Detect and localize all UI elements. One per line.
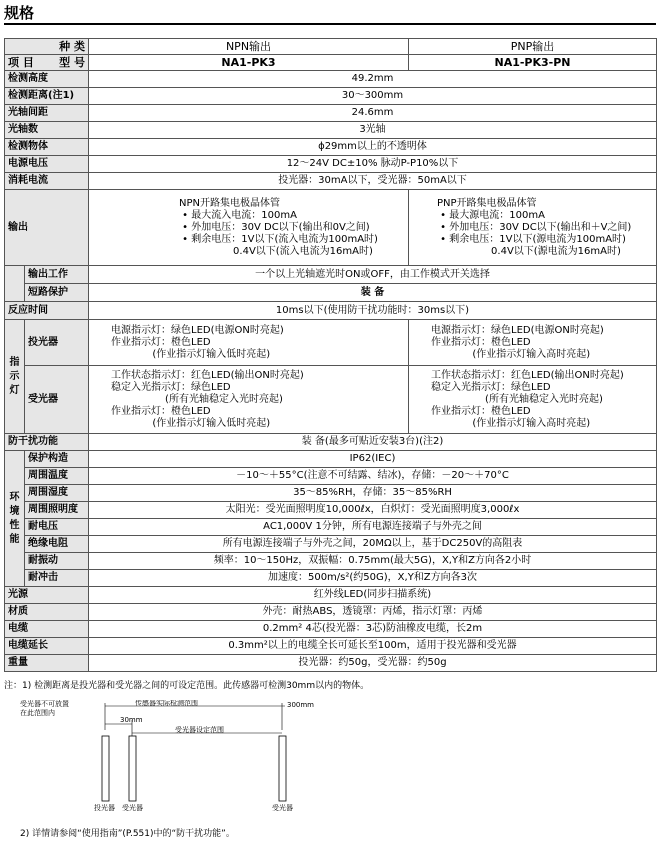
label-indicator: 指 示 灯: [5, 320, 25, 434]
label-source: 光源: [5, 587, 89, 604]
row-anti: [5, 434, 657, 451]
receiver-label-2: 受光器: [272, 804, 293, 812]
label-response: 反应时间: [5, 302, 89, 320]
page-title: 规格: [4, 4, 35, 22]
npn-type-header: NPN输出: [89, 39, 409, 55]
value-extension: 0.3mm²以上的电缆全长可延长至100m，适用于投光器和受光器: [89, 638, 657, 655]
label-cable: 电缆: [5, 621, 89, 638]
d300-label: 300mm: [287, 701, 314, 709]
row-weight: [5, 655, 657, 672]
value-lux: 太阳光：受光面照明度10,000ℓx，白炽灯：受光面照明度3,000ℓx: [89, 502, 657, 519]
actual-range-label: 传感器实际检测范围: [135, 700, 198, 707]
value-emitter-npn: 电源指示灯：绿色LED(电源ON时亮起) 作业指示灯：橙色LED (作业指示灯输入低时亮起): [89, 320, 409, 366]
value-voltage: 12～24V DC±10% 脉动P-P10%以下: [89, 156, 657, 173]
header-row-type: [5, 39, 657, 55]
row-protection: [5, 451, 657, 468]
value-temp: －10～＋55°C(注意不可结露、结冰)，存储：－20～＋70°C: [89, 468, 657, 485]
label-emitter: 投光器: [25, 320, 89, 366]
label-insulation: 绝缘电阻: [25, 536, 89, 553]
value-receiver-pnp: 工作状态指示灯：红色LED(输出ON时亮起) 稳定入光指示灯：绿色LED (所有光轴稳定入光时亮起) 作业指示灯：橙色LED (作业指示灯输入高时亮起): [409, 366, 657, 434]
kind-label: 种 类: [5, 39, 89, 55]
value-receiver-npn: 工作状态指示灯：红色LED(输出ON时亮起) 稳定入光指示灯：绿色LED (所有光轴稳定入光时亮起) 作业指示灯：橙色LED (作业指示灯输入低时亮起): [89, 366, 409, 434]
label-lux: 周围照明度: [25, 502, 89, 519]
value-vibration: 频率：10～150Hz，双振幅：0.75mm(最大5G)，X,Y和Z方向各2小时: [89, 553, 657, 570]
set-range-label: 受光器设定范围: [175, 726, 224, 734]
row-receiver: [5, 366, 657, 434]
label-weight: 重量: [5, 655, 89, 672]
value-current: 投光器：30mA以下，受光器：50mA以下: [89, 173, 657, 190]
label-shock: 耐冲击: [25, 570, 89, 587]
row-distance: [5, 88, 657, 105]
row-vibration: [5, 553, 657, 570]
note-1: 注：1) 检测距离是投光器和受光器之间的可设定范围。此传感器可检测30mm以内的物体。: [4, 681, 370, 691]
no-place-text-1: 受光器不可放置在此范围内: [20, 700, 69, 717]
receiver-bar-far: [279, 736, 286, 801]
title-rule: [4, 23, 656, 25]
value-protection: IP62(IEC): [89, 451, 657, 468]
row-shock: [5, 570, 657, 587]
label-voltage: 电源电压: [5, 156, 89, 173]
spec-table: [4, 38, 657, 672]
label-receiver: 受光器: [25, 366, 89, 434]
label-op: 输出工作: [25, 266, 89, 284]
label-output: 输出: [5, 190, 89, 266]
value-withstand: AC1,000V 1分钟，所有电源连接端子与外壳之间: [89, 519, 657, 536]
label-environment: 环 境 性 能: [5, 451, 25, 587]
label-withstand: 耐电压: [25, 519, 89, 536]
row-current: [5, 173, 657, 190]
label-object: 检测物体: [5, 139, 89, 156]
row-lux: [5, 502, 657, 519]
value-beams: 3光轴: [89, 122, 657, 139]
row-cable: [5, 621, 657, 638]
value-humidity: 35～85%RH，存储：35～85%RH: [89, 485, 657, 502]
label-short: 短路保护: [25, 284, 89, 302]
header-row-model: [5, 55, 657, 71]
value-weight: 投光器：约50g，受光器：约50g: [89, 655, 657, 672]
value-cable: 0.2mm² 4芯(投光器：3芯)防油橡皮电缆，长2m: [89, 621, 657, 638]
value-source: 红外线LED(同步扫描系统): [89, 587, 657, 604]
row-humidity: [5, 485, 657, 502]
receiver-bar-near: [129, 736, 136, 801]
label-extension: 电缆延长: [5, 638, 89, 655]
value-short: 装 备: [89, 284, 657, 302]
range-diagram: [20, 700, 320, 820]
output-spacer: [5, 266, 25, 302]
label-current: 消耗电流: [5, 173, 89, 190]
value-response: 10ms以下(使用防干扰功能时：30ms以下): [89, 302, 657, 320]
value-object: ϕ29mm以上的不透明体: [89, 139, 657, 156]
value-material: 外壳：耐热ABS，透镜罩：丙烯，指示灯罩：丙烯: [89, 604, 657, 621]
row-response: [5, 302, 657, 320]
receiver-label-1: 受光器: [122, 804, 143, 812]
row-insulation: [5, 536, 657, 553]
row-height: [5, 71, 657, 88]
row-beams: [5, 122, 657, 139]
emitter-bar: [102, 736, 109, 801]
pnp-model: NA1-PK3-PN: [409, 55, 657, 71]
label-temp: 周围温度: [25, 468, 89, 485]
emitter-label: 投光器: [94, 804, 115, 812]
label-humidity: 周围湿度: [25, 485, 89, 502]
label-protection: 保护构造: [25, 451, 89, 468]
value-pitch: 24.6mm: [89, 105, 657, 122]
row-withstand: [5, 519, 657, 536]
label-vibration: 耐振动: [25, 553, 89, 570]
row-op: [5, 266, 657, 284]
value-insulation: 所有电源连接端子与外壳之间，20MΩ以上，基于DC250V的高阻表: [89, 536, 657, 553]
row-pitch: [5, 105, 657, 122]
value-output-npn: NPN开路集电极晶体管 • 最大流入电流：100mA • 外加电压：30V DC以下(输出和0V之间) • 剩余电压：1V以下(流入电流为100mA时) 0.4V以下(流入电流为16mA时): [89, 190, 409, 266]
label-pitch: 光轴间距: [5, 105, 89, 122]
item-label: 项 目: [8, 55, 34, 69]
value-output-pnp: PNP开路集电极晶体管 • 最大源电流：100mA • 外加电压：30V DC以下(输出和＋V之间) • 剩余电压：1V以下(源电流为100mA时) 0.4V以下(源电流为16mA时): [409, 190, 657, 266]
d30-label: 30mm: [120, 716, 143, 724]
row-object: [5, 139, 657, 156]
label-anti: 防干扰功能: [5, 434, 89, 451]
pnp-type-header: PNP输出: [409, 39, 657, 55]
row-extension: [5, 638, 657, 655]
model-label: 型 号: [59, 55, 85, 69]
row-output: [5, 190, 657, 266]
label-distance: 检测距离(注1): [5, 88, 89, 105]
value-distance: 30～300mm: [89, 88, 657, 105]
label-beams: 光轴数: [5, 122, 89, 139]
value-emitter-pnp: 电源指示灯：绿色LED(电源ON时亮起) 作业指示灯：橙色LED (作业指示灯输入高时亮起): [409, 320, 657, 366]
label-height: 检测高度: [5, 71, 89, 88]
row-short: [5, 284, 657, 302]
value-op: 一个以上光轴遮光时ON或OFF，由工作模式开关选择: [89, 266, 657, 284]
value-height: 49.2mm: [89, 71, 657, 88]
row-source: [5, 587, 657, 604]
label-material: 材质: [5, 604, 89, 621]
row-emitter: [5, 320, 657, 366]
note-2: 2) 详情请参阅“使用指南”(P.551)中的“防干扰功能”。: [20, 829, 235, 839]
row-material: [5, 604, 657, 621]
item-model-label: [5, 55, 89, 71]
row-voltage: [5, 156, 657, 173]
value-shock: 加速度：500m/s²(约50G)，X,Y和Z方向各3次: [89, 570, 657, 587]
row-temp: [5, 468, 657, 485]
value-anti: 装 备(最多可贴近安装3台)(注2): [89, 434, 657, 451]
npn-model: NA1-PK3: [89, 55, 409, 71]
